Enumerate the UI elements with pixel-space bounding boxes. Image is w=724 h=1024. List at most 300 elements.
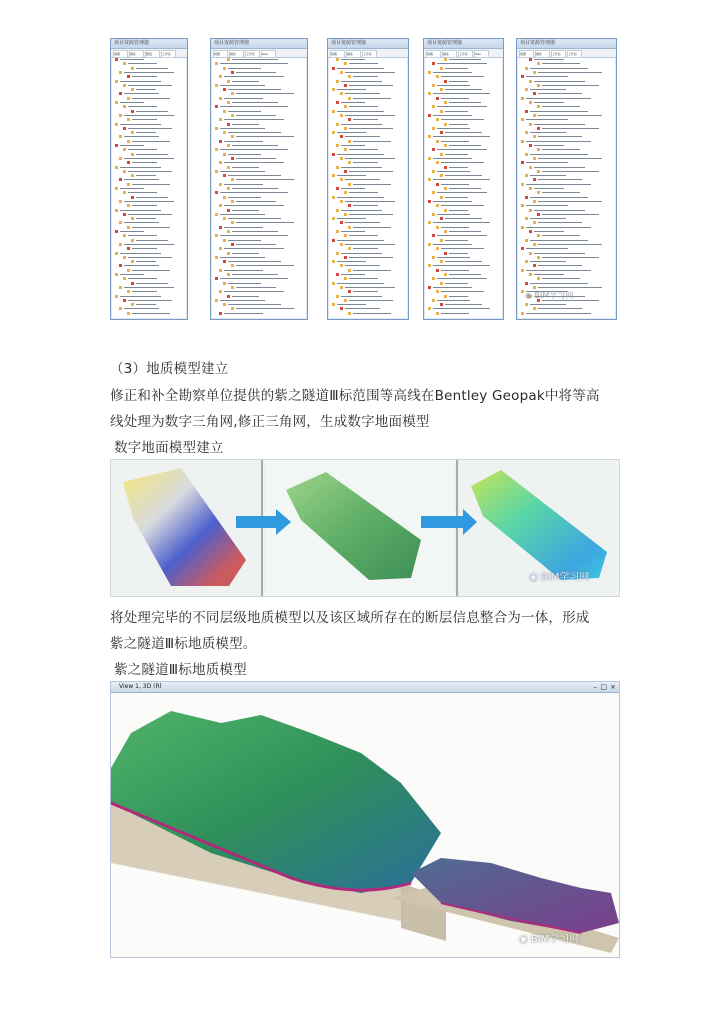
tree-row[interactable] bbox=[330, 62, 406, 65]
panel-tab[interactable]: 工作区 bbox=[458, 50, 473, 58]
tree-row[interactable] bbox=[113, 295, 185, 298]
tree-row[interactable] bbox=[213, 110, 305, 113]
tree-row[interactable] bbox=[426, 196, 501, 199]
tree-row[interactable] bbox=[426, 282, 501, 285]
tree-row[interactable] bbox=[330, 101, 406, 104]
panel-tab[interactable]: 属性 bbox=[442, 50, 457, 58]
tree-row[interactable] bbox=[113, 303, 185, 306]
tree-row[interactable] bbox=[113, 114, 185, 117]
tree-row[interactable] bbox=[330, 299, 406, 302]
tree-row[interactable] bbox=[113, 277, 185, 280]
tree-row[interactable] bbox=[426, 110, 501, 113]
tree-row[interactable] bbox=[330, 135, 406, 138]
tree-row[interactable] bbox=[330, 80, 406, 83]
tree-row[interactable] bbox=[330, 183, 406, 186]
tree-row[interactable] bbox=[330, 67, 406, 70]
panel-tab[interactable]: 属性 bbox=[535, 50, 550, 58]
tree-row[interactable] bbox=[113, 127, 185, 130]
tree-row[interactable] bbox=[213, 290, 305, 293]
tree-row[interactable] bbox=[426, 118, 501, 121]
tree-row[interactable] bbox=[113, 247, 185, 250]
tree-row[interactable] bbox=[519, 183, 614, 186]
tree-row[interactable] bbox=[113, 191, 185, 194]
tree-row[interactable] bbox=[113, 84, 185, 87]
tree-row[interactable] bbox=[426, 264, 501, 267]
tree-row[interactable] bbox=[519, 213, 614, 216]
tree-row[interactable] bbox=[519, 204, 614, 207]
tree-row[interactable] bbox=[426, 174, 501, 177]
tree-row[interactable] bbox=[519, 252, 614, 255]
tree-row[interactable] bbox=[113, 174, 185, 177]
tree-row[interactable] bbox=[213, 273, 305, 276]
tree-row[interactable] bbox=[519, 256, 614, 259]
tree-row[interactable] bbox=[330, 264, 406, 267]
tree-row[interactable] bbox=[213, 97, 305, 100]
tree-row[interactable] bbox=[330, 273, 406, 276]
tree-row[interactable] bbox=[426, 140, 501, 143]
tree-row[interactable] bbox=[213, 196, 305, 199]
tree-row[interactable] bbox=[213, 200, 305, 203]
tree-row[interactable] bbox=[330, 290, 406, 293]
tree-row[interactable] bbox=[330, 191, 406, 194]
tree-row[interactable] bbox=[330, 221, 406, 224]
tree-row[interactable] bbox=[213, 260, 305, 263]
tree-row[interactable] bbox=[113, 256, 185, 259]
panel-tab[interactable]: 工作区 bbox=[161, 50, 176, 58]
tree-row[interactable] bbox=[213, 92, 305, 95]
tree-row[interactable] bbox=[330, 110, 406, 113]
tree-row[interactable] bbox=[519, 118, 614, 121]
tree-row[interactable] bbox=[426, 105, 501, 108]
tree-row[interactable] bbox=[519, 269, 614, 272]
tree-row[interactable] bbox=[519, 92, 614, 95]
tree-row[interactable] bbox=[426, 299, 501, 302]
tree-row[interactable] bbox=[519, 105, 614, 108]
tree-row[interactable] bbox=[113, 88, 185, 91]
tree-row[interactable] bbox=[519, 303, 614, 306]
tree-row[interactable] bbox=[113, 290, 185, 293]
tree-row[interactable] bbox=[213, 153, 305, 156]
tree-row[interactable] bbox=[426, 191, 501, 194]
tree-row[interactable] bbox=[426, 209, 501, 212]
tree-row[interactable] bbox=[426, 71, 501, 74]
tree-row[interactable] bbox=[330, 97, 406, 100]
tree-row[interactable] bbox=[426, 88, 501, 91]
tree-row[interactable] bbox=[113, 178, 185, 181]
tree-row[interactable] bbox=[330, 148, 406, 151]
tree-row[interactable] bbox=[426, 80, 501, 83]
tree-row[interactable] bbox=[519, 286, 614, 289]
tree-row[interactable] bbox=[330, 312, 406, 315]
tree-row[interactable] bbox=[213, 123, 305, 126]
tree-row[interactable] bbox=[519, 135, 614, 138]
tree-row[interactable] bbox=[213, 295, 305, 298]
tree-row[interactable] bbox=[330, 213, 406, 216]
panel-tab[interactable]: 图层 bbox=[145, 50, 160, 58]
tree-row[interactable] bbox=[213, 170, 305, 173]
tree-row[interactable] bbox=[213, 174, 305, 177]
tree-row[interactable] bbox=[113, 273, 185, 276]
tree-row[interactable] bbox=[519, 123, 614, 126]
tree-row[interactable] bbox=[330, 196, 406, 199]
tree-row[interactable] bbox=[426, 62, 501, 65]
tree-row[interactable] bbox=[330, 88, 406, 91]
tree-row[interactable] bbox=[426, 97, 501, 100]
tree-row[interactable] bbox=[113, 118, 185, 121]
tree-row[interactable] bbox=[519, 67, 614, 70]
tree-row[interactable] bbox=[213, 131, 305, 134]
panel-tab[interactable]: 属性 bbox=[229, 50, 244, 58]
tree-row[interactable] bbox=[519, 97, 614, 100]
tree-row[interactable] bbox=[213, 71, 305, 74]
tree-row[interactable] bbox=[113, 75, 185, 78]
tree-row[interactable] bbox=[426, 226, 501, 229]
tree-row[interactable] bbox=[519, 148, 614, 151]
tree-row[interactable] bbox=[426, 286, 501, 289]
tree-row[interactable] bbox=[426, 217, 501, 220]
tree-row[interactable] bbox=[113, 140, 185, 143]
tree-row[interactable] bbox=[519, 196, 614, 199]
tree-row[interactable] bbox=[519, 88, 614, 91]
tree-row[interactable] bbox=[426, 187, 501, 190]
tree-row[interactable] bbox=[330, 153, 406, 156]
panel-tab[interactable]: 视图 bbox=[426, 50, 441, 58]
tree-row[interactable] bbox=[519, 84, 614, 87]
tree-row[interactable] bbox=[426, 252, 501, 255]
tree-row[interactable] bbox=[330, 295, 406, 298]
tree-row[interactable] bbox=[330, 282, 406, 285]
tree-row[interactable] bbox=[113, 58, 185, 61]
tree-row[interactable] bbox=[213, 178, 305, 181]
tree-row[interactable] bbox=[330, 252, 406, 255]
tree-row[interactable] bbox=[519, 221, 614, 224]
panel-tab[interactable]: 视图 bbox=[519, 50, 534, 58]
tree-row[interactable] bbox=[426, 269, 501, 272]
tree-row[interactable] bbox=[213, 84, 305, 87]
tree-row[interactable] bbox=[426, 67, 501, 70]
tree-row[interactable] bbox=[426, 157, 501, 160]
tree-row[interactable] bbox=[519, 307, 614, 310]
tree-row[interactable] bbox=[426, 170, 501, 173]
tree-row[interactable] bbox=[426, 92, 501, 95]
tree-row[interactable] bbox=[426, 213, 501, 216]
tree-row[interactable] bbox=[426, 183, 501, 186]
tree-row[interactable] bbox=[519, 161, 614, 164]
tree-row[interactable] bbox=[113, 101, 185, 104]
tree-row[interactable] bbox=[330, 277, 406, 280]
tree-row[interactable] bbox=[213, 282, 305, 285]
tree-row[interactable] bbox=[113, 196, 185, 199]
tree-row[interactable] bbox=[426, 131, 501, 134]
tree-row[interactable] bbox=[113, 187, 185, 190]
tree-row[interactable] bbox=[213, 183, 305, 186]
tree-row[interactable] bbox=[330, 187, 406, 190]
tree-row[interactable] bbox=[426, 58, 501, 61]
tree-row[interactable] bbox=[113, 213, 185, 216]
tree-row[interactable] bbox=[330, 123, 406, 126]
tree-row[interactable] bbox=[113, 110, 185, 113]
tree-row[interactable] bbox=[519, 247, 614, 250]
tree-row[interactable] bbox=[330, 307, 406, 310]
tree-row[interactable] bbox=[113, 153, 185, 156]
tree-row[interactable] bbox=[213, 269, 305, 272]
tree-row[interactable] bbox=[213, 140, 305, 143]
tree-row[interactable] bbox=[426, 295, 501, 298]
tree-row[interactable] bbox=[213, 161, 305, 164]
tree-row[interactable] bbox=[213, 213, 305, 216]
tree-row[interactable] bbox=[213, 144, 305, 147]
tree-row[interactable] bbox=[113, 209, 185, 212]
tree-row[interactable] bbox=[113, 157, 185, 160]
tree-row[interactable] bbox=[213, 118, 305, 121]
tree-row[interactable] bbox=[113, 234, 185, 237]
tree-row[interactable] bbox=[213, 277, 305, 280]
tree-row[interactable] bbox=[330, 209, 406, 212]
tree-row[interactable] bbox=[519, 239, 614, 242]
tree-row[interactable] bbox=[519, 217, 614, 220]
close-icon[interactable]: × bbox=[610, 683, 616, 691]
tree-row[interactable] bbox=[330, 157, 406, 160]
tree-row[interactable] bbox=[330, 140, 406, 143]
tree-row[interactable] bbox=[330, 243, 406, 246]
tree-row[interactable] bbox=[519, 131, 614, 134]
tree-row[interactable] bbox=[330, 84, 406, 87]
tree-row[interactable] bbox=[519, 80, 614, 83]
tree-row[interactable] bbox=[519, 273, 614, 276]
tree-row[interactable] bbox=[213, 234, 305, 237]
tree-row[interactable] bbox=[330, 71, 406, 74]
tree-row[interactable] bbox=[330, 170, 406, 173]
tree-row[interactable] bbox=[519, 101, 614, 104]
tree-row[interactable] bbox=[426, 135, 501, 138]
tree-row[interactable] bbox=[213, 187, 305, 190]
tree-row[interactable] bbox=[330, 118, 406, 121]
tree-row[interactable] bbox=[330, 230, 406, 233]
panel-tab[interactable]: Geo bbox=[261, 50, 276, 58]
tree-row[interactable] bbox=[426, 230, 501, 233]
panel-tab[interactable]: 视图 bbox=[330, 50, 345, 58]
tree-row[interactable] bbox=[113, 183, 185, 186]
tree-row[interactable] bbox=[519, 170, 614, 173]
tree-row[interactable] bbox=[113, 62, 185, 65]
tree-row[interactable] bbox=[426, 277, 501, 280]
tree-row[interactable] bbox=[213, 303, 305, 306]
tree-row[interactable] bbox=[330, 174, 406, 177]
tree-row[interactable] bbox=[113, 131, 185, 134]
tree-row[interactable] bbox=[330, 226, 406, 229]
tree-row[interactable] bbox=[330, 217, 406, 220]
tree-row[interactable] bbox=[113, 170, 185, 173]
tree-row[interactable] bbox=[213, 307, 305, 310]
tree-row[interactable] bbox=[213, 217, 305, 220]
tree-row[interactable] bbox=[113, 217, 185, 220]
tree-row[interactable] bbox=[213, 101, 305, 104]
tree-row[interactable] bbox=[213, 209, 305, 212]
tree-row[interactable] bbox=[426, 243, 501, 246]
tree-row[interactable] bbox=[113, 97, 185, 100]
tree-row[interactable] bbox=[426, 239, 501, 242]
tree-row[interactable] bbox=[213, 243, 305, 246]
tree-row[interactable] bbox=[519, 58, 614, 61]
tree-row[interactable] bbox=[519, 153, 614, 156]
tree-row[interactable] bbox=[113, 282, 185, 285]
tree-row[interactable] bbox=[519, 178, 614, 181]
panel-tab[interactable]: 工作区 bbox=[567, 50, 582, 58]
tree-row[interactable] bbox=[330, 260, 406, 263]
tree-row[interactable] bbox=[213, 58, 305, 61]
tree-row[interactable] bbox=[519, 127, 614, 130]
tree-row[interactable] bbox=[113, 299, 185, 302]
tree-row[interactable] bbox=[426, 144, 501, 147]
tree-row[interactable] bbox=[426, 247, 501, 250]
tree-row[interactable] bbox=[426, 75, 501, 78]
tree-row[interactable] bbox=[113, 269, 185, 272]
tree-row[interactable] bbox=[213, 191, 305, 194]
tree-row[interactable] bbox=[113, 260, 185, 263]
tree-row[interactable] bbox=[213, 166, 305, 169]
tree-row[interactable] bbox=[213, 88, 305, 91]
tree-row[interactable] bbox=[213, 221, 305, 224]
tree-row[interactable] bbox=[213, 226, 305, 229]
tree-row[interactable] bbox=[113, 221, 185, 224]
tree-row[interactable] bbox=[213, 157, 305, 160]
tree-row[interactable] bbox=[519, 140, 614, 143]
tree-row[interactable] bbox=[330, 105, 406, 108]
tree-row[interactable] bbox=[519, 312, 614, 315]
tree-row[interactable] bbox=[426, 290, 501, 293]
tree-row[interactable] bbox=[330, 131, 406, 134]
tree-row[interactable] bbox=[113, 92, 185, 95]
tree-row[interactable] bbox=[519, 230, 614, 233]
maximize-icon[interactable]: □ bbox=[600, 683, 607, 691]
tree-row[interactable] bbox=[519, 62, 614, 65]
tree-row[interactable] bbox=[426, 166, 501, 169]
tree-row[interactable] bbox=[213, 256, 305, 259]
tree-row[interactable] bbox=[426, 114, 501, 117]
tree-row[interactable] bbox=[519, 191, 614, 194]
tree-row[interactable] bbox=[113, 226, 185, 229]
tree-row[interactable] bbox=[330, 247, 406, 250]
tree-row[interactable] bbox=[213, 230, 305, 233]
tree-row[interactable] bbox=[113, 123, 185, 126]
tree-row[interactable] bbox=[213, 80, 305, 83]
tree-row[interactable] bbox=[113, 71, 185, 74]
panel-tab[interactable]: 工作区 bbox=[245, 50, 260, 58]
tree-row[interactable] bbox=[113, 135, 185, 138]
tree-row[interactable] bbox=[519, 187, 614, 190]
tree-row[interactable] bbox=[330, 200, 406, 203]
tree-row[interactable] bbox=[426, 221, 501, 224]
tree-row[interactable] bbox=[113, 312, 185, 315]
tree-row[interactable] bbox=[519, 110, 614, 113]
tree-row[interactable] bbox=[113, 264, 185, 267]
tree-row[interactable] bbox=[213, 252, 305, 255]
tree-row[interactable] bbox=[330, 161, 406, 164]
tree-row[interactable] bbox=[113, 80, 185, 83]
tree-row[interactable] bbox=[213, 312, 305, 315]
tree-row[interactable] bbox=[519, 243, 614, 246]
tree-row[interactable] bbox=[426, 234, 501, 237]
tree-row[interactable] bbox=[113, 307, 185, 310]
panel-tab[interactable]: 视图 bbox=[213, 50, 228, 58]
tree-row[interactable] bbox=[213, 114, 305, 117]
tree-row[interactable] bbox=[519, 75, 614, 78]
tree-row[interactable] bbox=[426, 204, 501, 207]
tree-row[interactable] bbox=[213, 247, 305, 250]
tree-row[interactable] bbox=[330, 286, 406, 289]
tree-row[interactable] bbox=[426, 101, 501, 104]
tree-row[interactable] bbox=[113, 161, 185, 164]
panel-tab[interactable]: 属性 bbox=[129, 50, 144, 58]
tree-row[interactable] bbox=[213, 264, 305, 267]
tree-row[interactable] bbox=[113, 166, 185, 169]
tree-row[interactable] bbox=[330, 58, 406, 61]
tree-row[interactable] bbox=[213, 135, 305, 138]
tree-row[interactable] bbox=[113, 243, 185, 246]
panel-tab[interactable]: 视图 bbox=[113, 50, 128, 58]
tree-row[interactable] bbox=[330, 127, 406, 130]
tree-row[interactable] bbox=[213, 62, 305, 65]
panel-tab[interactable]: 工作区 bbox=[362, 50, 377, 58]
tree-row[interactable] bbox=[426, 312, 501, 315]
tree-row[interactable] bbox=[426, 127, 501, 130]
tree-row[interactable] bbox=[213, 299, 305, 302]
tree-row[interactable] bbox=[213, 204, 305, 207]
tree-row[interactable] bbox=[519, 174, 614, 177]
tree-row[interactable] bbox=[519, 71, 614, 74]
tree-row[interactable] bbox=[113, 105, 185, 108]
minimize-icon[interactable]: – bbox=[593, 683, 597, 691]
tree-row[interactable] bbox=[426, 123, 501, 126]
tree-row[interactable] bbox=[519, 166, 614, 169]
tree-row[interactable] bbox=[519, 277, 614, 280]
tree-row[interactable] bbox=[330, 92, 406, 95]
tree-row[interactable] bbox=[519, 157, 614, 160]
tree-row[interactable] bbox=[213, 105, 305, 108]
tree-row[interactable] bbox=[519, 260, 614, 263]
tree-row[interactable] bbox=[519, 114, 614, 117]
tree-row[interactable] bbox=[426, 307, 501, 310]
tree-row[interactable] bbox=[426, 84, 501, 87]
panel-tab[interactable]: 工作区 bbox=[551, 50, 566, 58]
tree-row[interactable] bbox=[426, 303, 501, 306]
tree-row[interactable] bbox=[330, 234, 406, 237]
tree-row[interactable] bbox=[330, 269, 406, 272]
tree-row[interactable] bbox=[330, 178, 406, 181]
tree-row[interactable] bbox=[330, 114, 406, 117]
panel-tab[interactable]: Geo bbox=[474, 50, 489, 58]
tree-row[interactable] bbox=[213, 75, 305, 78]
tree-row[interactable] bbox=[330, 239, 406, 242]
tree-row[interactable] bbox=[330, 75, 406, 78]
tree-row[interactable] bbox=[213, 239, 305, 242]
tree-row[interactable] bbox=[426, 256, 501, 259]
tree-row[interactable] bbox=[113, 148, 185, 151]
tree-row[interactable] bbox=[330, 256, 406, 259]
tree-row[interactable] bbox=[519, 282, 614, 285]
tree-row[interactable] bbox=[519, 264, 614, 267]
tree-row[interactable] bbox=[213, 67, 305, 70]
tree-row[interactable] bbox=[426, 161, 501, 164]
tree-row[interactable] bbox=[213, 286, 305, 289]
tree-row[interactable] bbox=[519, 200, 614, 203]
tree-row[interactable] bbox=[113, 239, 185, 242]
tree-row[interactable] bbox=[213, 127, 305, 130]
tree-row[interactable] bbox=[330, 303, 406, 306]
tree-row[interactable] bbox=[519, 144, 614, 147]
tree-row[interactable] bbox=[113, 230, 185, 233]
tree-row[interactable] bbox=[426, 153, 501, 156]
